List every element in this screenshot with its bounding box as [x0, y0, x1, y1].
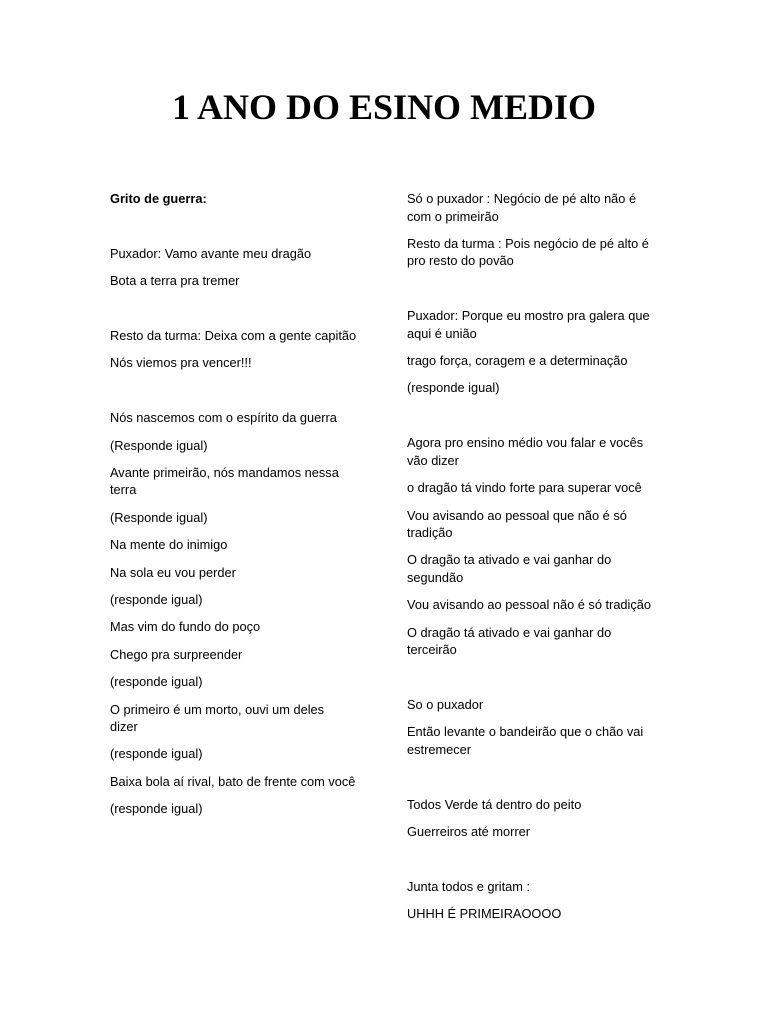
text-line: (responde igual)	[110, 674, 203, 690]
text-line: dizer	[110, 719, 138, 735]
text-line: Puxador: Porque eu mostro pra galera que	[407, 308, 650, 324]
lyric-paragraph	[110, 245, 390, 263]
blank-line	[407, 280, 687, 298]
text-line: So o puxador	[407, 696, 484, 712]
right-column	[407, 190, 687, 933]
lyric-paragraph	[407, 723, 687, 758]
text-line: O primeiro é um morto, ouvi um deles	[110, 701, 325, 717]
lyric-paragraph	[110, 354, 390, 372]
lyric-paragraph	[110, 437, 390, 455]
text-line: vão dizer	[407, 452, 459, 468]
text-line: (responde igual)	[407, 380, 500, 396]
lyric-paragraph	[110, 773, 390, 791]
lyric-paragraph	[110, 564, 390, 582]
lyric-paragraph	[110, 409, 390, 427]
text-line: Baixa bola aí rival, bato de frente com você	[110, 773, 356, 789]
text-line: O dragão tá ativado e vai ganhar do	[407, 624, 612, 640]
text-line: Avante primeirão, nós mandamos nessa	[110, 464, 339, 480]
text-line: Vou avisando ao pessoal que não é só	[407, 507, 627, 523]
lyric-paragraph	[407, 190, 687, 225]
text-line: Grito de guerra:	[110, 191, 207, 206]
text-line: Vou avisando ao pessoal não é só tradição	[407, 597, 652, 613]
text-line: UHHH É PRIMEIRAOOOO	[407, 906, 562, 922]
lyric-paragraph	[110, 618, 390, 636]
lyric-paragraph	[110, 591, 390, 609]
lyric-paragraph	[110, 673, 390, 691]
blank-line	[407, 407, 687, 425]
blank-line	[407, 768, 687, 786]
lyric-paragraph	[110, 745, 390, 763]
text-line: aqui é união	[407, 325, 477, 341]
text-line: Junta todos e gritam :	[407, 878, 531, 894]
text-line: o dragão tá vindo forte para superar você	[407, 480, 642, 496]
lyric-paragraph	[110, 464, 390, 499]
text-line: terra	[110, 482, 137, 498]
lyric-paragraph	[407, 307, 687, 342]
text-line: (responde igual)	[110, 591, 203, 607]
page-title: 1 ANO DO ESINO MEDIO	[171, 87, 597, 127]
lyric-paragraph	[407, 507, 687, 542]
text-line: pro resto do povão	[407, 253, 514, 269]
text-line: Só o puxador : Negócio de pé alto não é	[407, 191, 637, 206]
lyric-paragraph	[110, 646, 390, 664]
text-line: Resto da turma: Deixa com a gente capitão	[110, 327, 357, 343]
lyric-paragraph	[407, 796, 687, 814]
lyric-paragraph	[407, 905, 687, 923]
lyric-paragraph	[407, 878, 687, 896]
lyric-paragraph	[407, 696, 687, 714]
blank-line	[407, 850, 687, 868]
text-line: estremecer	[407, 741, 472, 757]
text-line: Nós viemos pra vencer!!!	[110, 355, 252, 371]
left-column	[110, 190, 390, 828]
text-line: tradição	[407, 525, 453, 541]
blank-line	[110, 300, 390, 318]
lyric-paragraph	[110, 536, 390, 554]
blank-line	[110, 217, 390, 235]
blank-line	[110, 382, 390, 400]
lyric-paragraph	[407, 823, 687, 841]
lyric-paragraph	[110, 800, 390, 818]
text-line: Então levante o bandeirão que o chão vai	[407, 724, 644, 740]
text-line: Agora pro ensino médio vou falar e vocês	[407, 435, 644, 451]
lyric-paragraph	[407, 624, 687, 659]
lyric-paragraph	[110, 701, 390, 736]
text-line: trago força, coragem e a determinação	[407, 353, 628, 369]
text-line: terceirão	[407, 642, 457, 658]
lyric-paragraph	[407, 379, 687, 397]
text-line: Na mente do inimigo	[110, 537, 228, 553]
text-line: (Responde igual)	[110, 509, 208, 525]
text-line: com o primeirão	[407, 208, 499, 224]
lyric-paragraph	[407, 479, 687, 497]
lyric-paragraph	[407, 235, 687, 270]
lyric-paragraph	[407, 551, 687, 586]
text-line: Bota a terra pra tremer	[110, 273, 240, 289]
lyric-paragraph	[110, 272, 390, 290]
text-line: O dragão ta ativado e vai ganhar do	[407, 552, 612, 568]
text-line: Nós nascemos com o espírito da guerra	[110, 410, 337, 426]
section-heading	[110, 190, 390, 208]
lyric-paragraph	[407, 434, 687, 469]
text-line: Guerreiros até morrer	[407, 824, 531, 840]
blank-line	[407, 669, 687, 687]
text-line: Puxador: Vamo avante meu dragão	[110, 245, 312, 261]
text-line: (responde igual)	[110, 801, 203, 817]
text-line: segundão	[407, 569, 464, 585]
lyric-paragraph	[110, 327, 390, 345]
text-line: Todos Verde tá dentro do peito	[407, 796, 582, 812]
lyric-paragraph	[407, 596, 687, 614]
lyric-paragraph	[110, 509, 390, 527]
text-line: Na sola eu vou perder	[110, 564, 236, 580]
text-line: (responde igual)	[110, 746, 203, 762]
text-line: (Responde igual)	[110, 437, 208, 453]
text-line: Mas vim do fundo do poço	[110, 619, 261, 635]
lyric-paragraph	[407, 352, 687, 370]
text-line: Chego pra surpreender	[110, 646, 243, 662]
text-line: Resto da turma : Pois negócio de pé alto é	[407, 235, 649, 251]
